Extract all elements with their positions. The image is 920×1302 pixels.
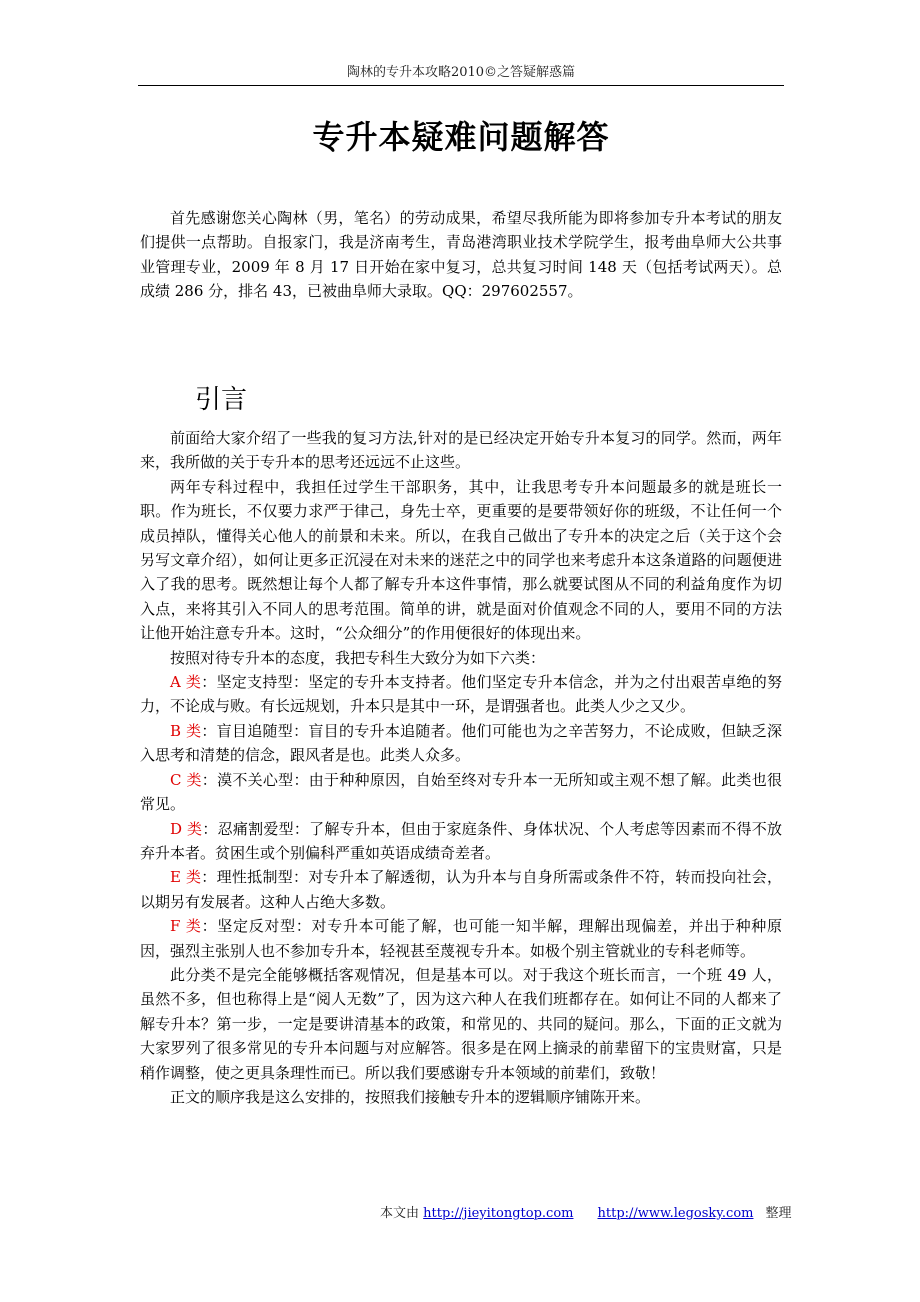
category-text: ：盲目追随型：盲目的专升本追随者。他们可能也为之辛苦努力，不论成败，但缺乏深入思考和清楚的信念，跟风者是也。此类人众多。 xyxy=(140,721,782,765)
category-b xyxy=(140,719,782,768)
footer xyxy=(380,1204,792,1224)
section-heading: 引言 xyxy=(195,385,248,415)
header-rule xyxy=(138,85,784,86)
footer-prefix: 本文由 xyxy=(380,1206,424,1221)
category-c xyxy=(140,768,782,817)
category-label: B 类 xyxy=(170,721,202,740)
category-e xyxy=(140,865,782,914)
category-text: ：漠不关心型：由于种种原因，自始至终对专升本一无所知或主观不想了解。此类也很常见。 xyxy=(140,770,782,814)
paragraph: 前面给大家介绍了一些我的复习方法,针对的是已经决定开始专升本复习的同学。然而，两年来，我所做的关于专升本的思考还远远不止这些。 xyxy=(140,429,782,472)
category-text: ：坚定反对型：对专升本可能了解，也可能一知半解，理解出现偏差，并出于种种原因，强烈主张别人也不参加专升本，轻视甚至蔑视专升本。如极个别主管就业的专科老师等。 xyxy=(140,917,782,960)
footer-link-jieyitongtop[interactable]: http://jieyitongtop.com xyxy=(423,1206,574,1221)
footer-link-legosky[interactable]: http://www.legosky.com xyxy=(597,1206,754,1221)
footer-suffix: 整理 xyxy=(765,1206,792,1221)
category-d xyxy=(140,817,782,866)
section-body xyxy=(140,426,782,1109)
category-text: ：坚定支持型：坚定的专升本支持者。他们坚定专升本信念，并为之付出艰苦卓绝的努力，不论成与败。有长远规划，升本只是其中一环，是谓强者也。此类人少之又少。 xyxy=(140,673,782,716)
intro-paragraph: 首先感谢您关心陶林（男，笔名）的劳动成果，希望尽我所能为即将参加专升本考试的朋友们提供一点帮助。自报家门，我是济南考生，青岛港湾职业技术学院学生，报考曲阜师大公共事业管理专业，2009 年 8 月 17 日开始在家中复习，总共复习时间 148 天（包括考试两天）。总成绩 286 分，排名 43，已被曲阜师大录取。QQ：297602557。 xyxy=(140,209,782,301)
category-label: E 类 xyxy=(170,868,202,887)
category-a xyxy=(140,670,782,719)
paragraph: 按照对待专升本的态度，我把专科生大致分为如下六类： xyxy=(170,648,546,667)
category-label: F 类 xyxy=(170,917,202,936)
category-label: A 类 xyxy=(170,673,202,692)
paragraph: 两年专科过程中，我担任过学生干部职务，其中，让我思考专升本问题最多的就是班长一职。作为班长，不仅要力求严于律己，身先士卒，更重要的是要带领好你的班级，不让任何一个成员掉队，懂得关心他人的前景和未来。所以，在我自己做出了专升本的决定之后（关于这个会另写文章介绍），如何让更多正沉浸在对未来的迷茫之中的同学也来考虑升本这条道路的问题便进入了我的思考。既然想让每个人都了解专升本这件事情，那么就要试图从不同的利益角度作为切入点，来将其引入不同人的思考范围。简单的讲，就是面对价值观念不同的人，要用不同的方法让他开始注意专升本。这时，“公众细分”的作用便很好的体现出来。 xyxy=(140,477,782,643)
intro-section xyxy=(140,206,782,304)
category-label: D 类 xyxy=(170,819,203,838)
category-label: C 类 xyxy=(170,770,202,789)
page-title: 专升本疑难问题解答 xyxy=(312,118,610,156)
category-f xyxy=(140,914,782,963)
category-text: ：理性抵制型：对专升本了解透彻，认为升本与自身所需或条件不符，转而投向社会，以期另有发展者。这种人占绝大多数。 xyxy=(140,868,782,911)
paragraph: 此分类不是完全能够概括客观情况，但是基本可以。对于我这个班长而言，一个班 49 人，虽然不多，但也称得上是“阅人无数”了，因为这六种人在我们班都存在。如何让不同的人都来了解专升本？第一步，一定是要讲清基本的政策，和常见的、共同的疑问。那么，下面的正文就为大家罗列了很多常见的专升本问题与对应解答。很多是在网上摘录的前辈留下的宝贵财富，只是稍作调整，使之更具条理性而已。所以我们要感谢专升本领域的前辈们，致敬！ xyxy=(140,965,782,1082)
paragraph: 正文的顺序我是这么安排的，按照我们接触专升本的逻辑顺序铺陈开来。 xyxy=(170,1087,651,1106)
running-header: 陶林的专升本攻略2010©之答疑解惑篇 xyxy=(346,65,576,80)
category-text: ：忍痛割爱型：了解专升本，但由于家庭条件、身体状况、个人考虑等因素而不得不放弃升本者。贫困生或个别偏科严重如英语成绩奇差者。 xyxy=(140,819,782,862)
